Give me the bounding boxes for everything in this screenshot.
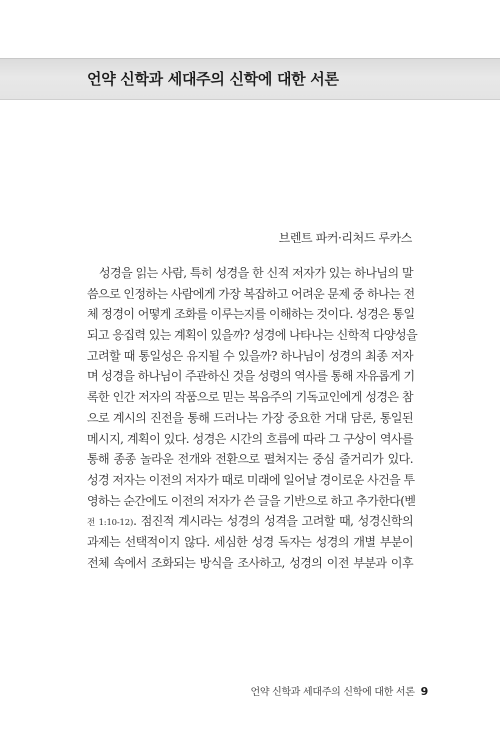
body-line: 록한 인간 저자의 작품으로 믿는 복음주의 기독교인에게 성경은 참 — [87, 390, 413, 405]
body-line: 성경을 읽는 사람, 특히 성경을 한 신적 저자가 있는 하나님의 말 — [99, 266, 413, 280]
body-line: 으로 계시의 진전을 통해 드러나는 가장 중요한 거대 담론, 통일된 — [87, 410, 413, 425]
body-line: 고려할 때 통일성은 유지될 수 있을까? 하나님이 성경의 최종 저자 — [87, 348, 413, 363]
body-text — [87, 263, 418, 573]
body-line: 되고 응집력 있는 계획이 있을까? 성경에 나타나는 신학적 다양성을 — [87, 328, 418, 343]
page-footer — [250, 683, 428, 698]
body-line-rest: . 점진적 계시라는 성경의 성격을 고려할 때, 성경신학의 — [133, 514, 413, 529]
scripture-reference: 전 1:10-12) — [87, 518, 134, 529]
page-number: 9 — [420, 685, 428, 698]
body-line: 통해 종종 놀라운 전개와 전환으로 펼쳐지는 중심 줄거리가 있다. — [87, 452, 413, 467]
chapter-title: 언약 신학과 세대주의 신학에 대한 서론 — [87, 70, 339, 88]
body-line: 과제는 선택적이지 않다. 세심한 성경 독자는 성경의 개별 부분이 — [87, 534, 413, 549]
body-line: 전체 속에서 조화되는 방식을 조사하고, 성경의 이전 부분과 이후 — [87, 555, 413, 570]
body-line: 메시지, 계획이 있다. 성경은 시간의 흐름에 따라 그 구상이 역사를 — [87, 431, 413, 446]
body-line: 체 정경이 어떻게 조화를 이루는지를 이해하는 것이다. 성경은 통일 — [87, 307, 415, 322]
body-line-with-reference — [87, 511, 413, 532]
body-line: 며 성경을 하나님이 주관하신 것을 성령의 역사를 통해 자유롭게 기 — [87, 369, 415, 384]
chapter-authors: 브렌트 파커·리처드 루카스 — [278, 231, 412, 245]
body-line: 씀으로 인정하는 사람에게 가장 복잡하고 어려운 문제 중 하나는 전 — [87, 286, 415, 301]
chapter-title-band — [0, 58, 500, 100]
running-title: 언약 신학과 세대주의 신학에 대한 서론 — [250, 687, 415, 698]
body-line: 성경 저자는 이전의 저자가 때로 미래에 일어날 경이로운 사건을 투 — [87, 472, 415, 487]
body-line: 영하는 순간에도 이전의 저자가 쓴 글을 기반으로 하고 추가한다(벧 — [87, 493, 416, 508]
